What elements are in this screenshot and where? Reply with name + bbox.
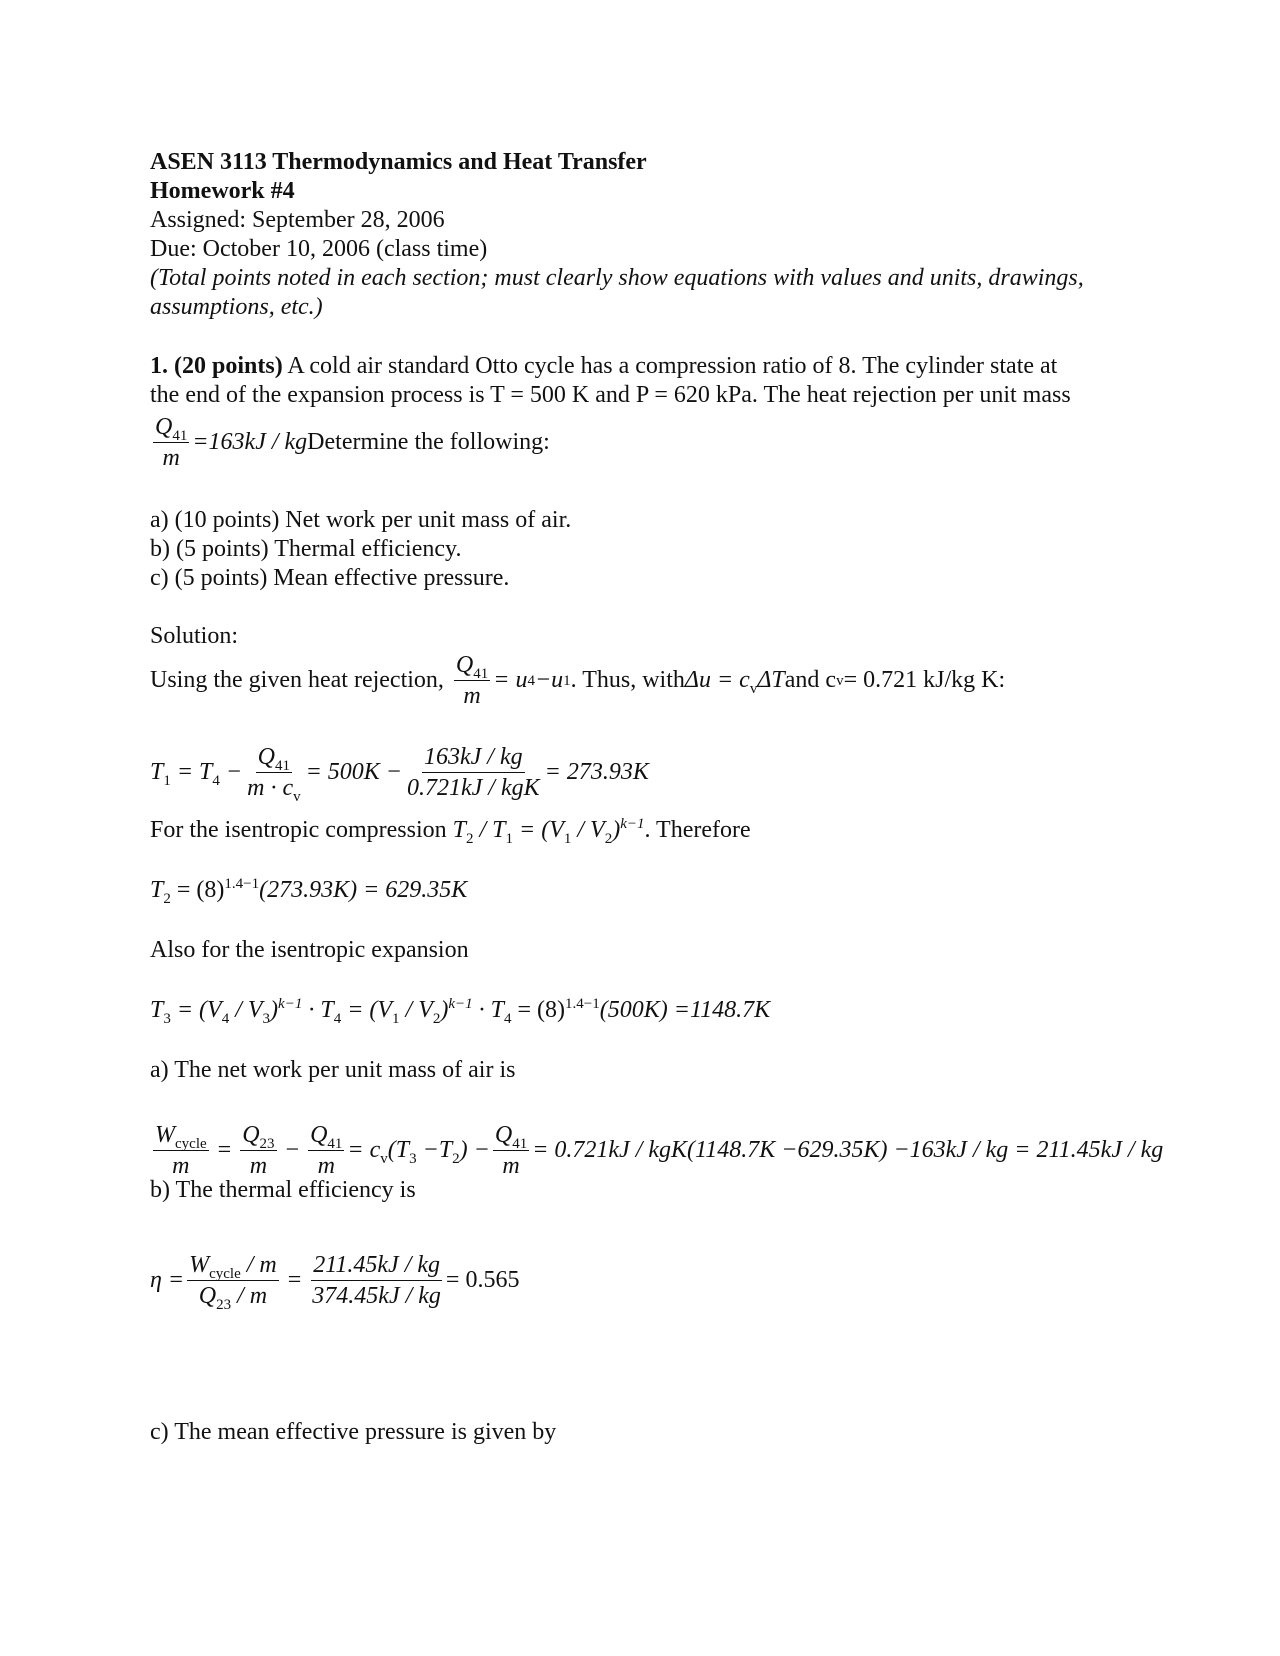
intro-text: Using the given heat rejection,	[150, 667, 444, 693]
part-b-solution-text: b) The thermal efficiency is	[150, 1177, 416, 1203]
net-work-equation: $\frac{W_{cycle}}{m}$ = $\frac{Q_{23}}{m}$ − $\frac{Q_{41}}{m}$ = $c_v(T_3 -T_2)$ − $\frac{Q_{41}}{m}$ = 0.721kJ / kgK(1148.7K −629.35K) −163kJ / kg = 211.45kJ / kg	[155, 1122, 1164, 1179]
assigned-date: Assigned: September 28, 2006	[150, 207, 445, 233]
expansion-text: Also for the isentropic expansion	[150, 937, 469, 963]
t2-equation: $T_2 = (8)^{1.4-1}(273.93K) = 629.35K$	[150, 876, 468, 907]
solution-intro-line: Using the given heat rejection, $\frac{Q_{41}}{m}$ = u 4 −u 1 . Thus, with $\Delta u = c_v\Delta T$ and c v = 0.721 kJ/kg K:	[150, 652, 1006, 709]
given-value: =163kJ / kg	[192, 429, 308, 455]
solution-heading: Solution:	[150, 623, 239, 649]
q41-over-m-fraction: $\frac{Q_{41}}{m}$	[155, 414, 188, 471]
given-heat-rejection	[150, 414, 550, 471]
homework-number: Homework #4	[150, 178, 295, 204]
part-c-question: c) (5 points) Mean effective pressure.	[150, 565, 510, 591]
problem-1-statement-line-1	[150, 352, 1057, 381]
course-title: ASEN 3113 Thermodynamics and Heat Transfer	[150, 149, 647, 175]
part-c-solution-text: c) The mean effective pressure is given by	[150, 1419, 557, 1445]
instructions-line-2: assumptions, etc.)	[150, 294, 323, 320]
problem-1-label: 1. (20 points)	[150, 353, 283, 379]
problem-1-text-1: A cold air standard Otto cycle has a compression ratio of 8. The cylinder state at	[282, 353, 1058, 379]
due-date: Due: October 10, 2006 (class time)	[150, 236, 488, 262]
t3-equation: $T_3 = (V_4 / V_3)^{k-1} \cdot T_4 = (V_1 / V_2)^{k-1} \cdot T_4 = (8)^{1.4-1}(500K) =1148.7K$	[150, 996, 771, 1027]
part-a-solution-text: a) The net work per unit mass of air is	[150, 1057, 516, 1083]
efficiency-equation: η = $\frac{W_{cycle} / m}{Q_{23} / m}$ = $\frac{211.45kJ / kg}{374.45kJ / kg}$ = 0.565	[150, 1252, 520, 1313]
problem-1-statement-line-2: the end of the expansion process is T = 500 K and P = 620 kPa. The heat rejection per unit mass	[150, 382, 1071, 408]
isentropic-compression-line: For the isentropic compression $T_2 / T_1 = (V_1 / V_2)^{k-1}$. Therefore	[150, 816, 751, 847]
part-a-question: a) (10 points) Net work per unit mass of air.	[150, 507, 572, 533]
part-b-question: b) (5 points) Thermal efficiency.	[150, 536, 462, 562]
t1-equation: $T_1 = T_4$ − $\frac{Q_{41}}{m \cdot c_v}$ = 500K − $\frac{163kJ / kg}{\text{0.721kJ / kgK}}$ = 273.93K	[150, 744, 649, 805]
instructions-line-1: (Total points noted in each section; must clearly show equations with values and units, drawings,	[150, 265, 1084, 291]
given-text: Determine the following:	[307, 429, 550, 455]
